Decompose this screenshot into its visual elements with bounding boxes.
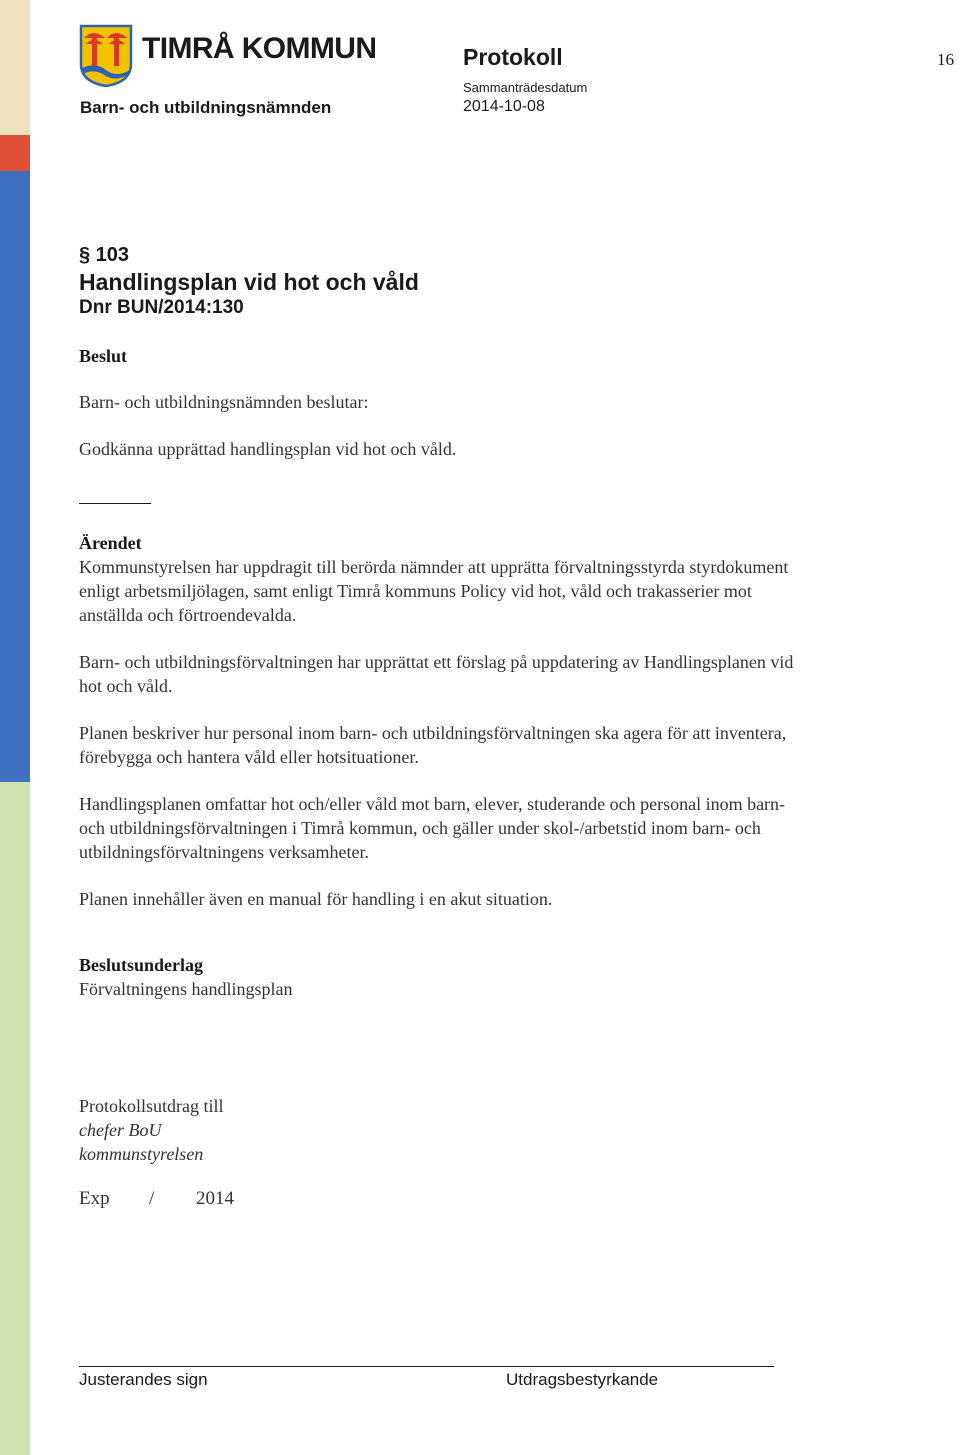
committee-name: Barn- och utbildningsnämnden bbox=[80, 98, 332, 117]
matter-paragraph-5: Planen innehåller även en manual för handling i en akut situation. bbox=[79, 889, 553, 909]
page-number: 16 bbox=[937, 50, 954, 69]
exp-slash: / bbox=[149, 1188, 155, 1209]
tree-shield-icon bbox=[78, 24, 134, 88]
case-number: Dnr BUN/2014:130 bbox=[79, 297, 244, 318]
decision-heading: Beslut bbox=[79, 346, 128, 366]
exp-label: Exp bbox=[79, 1188, 110, 1209]
matter-paragraph-3: Planen beskriver hur personal inom barn- och utbildningsförvaltningen ska agera för att inventera, förebygga och hantera våld eller hotsituationer. bbox=[79, 723, 787, 767]
extract-certification-label: Utdragsbestyrkande bbox=[506, 1370, 659, 1389]
document-type: Protokoll bbox=[463, 44, 563, 70]
recipient: kommunstyrelsen bbox=[79, 1144, 204, 1164]
distribution-label: Protokollsutdrag till bbox=[79, 1096, 224, 1116]
section-title: Handlingsplan vid hot och våld bbox=[79, 269, 419, 295]
decision-intro: Barn- och utbildningsnämnden beslutar: bbox=[79, 392, 369, 412]
matter-paragraph-1: Kommunstyrelsen har uppdragit till berörda nämnder att upprätta förvaltningsstyrda styrdokument enligt arbetsmiljölagen, samt enligt Timrå kommuns Policy vid hot, våld och trakasserier mot anställda och förtroendevalda. bbox=[79, 557, 789, 625]
color-bar-blue bbox=[0, 171, 30, 782]
distribution-block bbox=[79, 1094, 799, 1166]
exp-year: 2014 bbox=[196, 1188, 234, 1209]
matter-paragraph-2: Barn- och utbildningsförvaltningen har upprättat ett förslag på uppdatering av Handlingsplanen vid hot och våld. bbox=[79, 652, 794, 696]
decision-text: Godkänna upprättad handlingsplan vid hot och våld. bbox=[79, 439, 457, 459]
basis-heading: Beslutsunderlag bbox=[79, 955, 204, 975]
basis-text: Förvaltningens handlingsplan bbox=[79, 979, 293, 999]
basis-block bbox=[79, 953, 799, 1001]
color-bar-green bbox=[0, 782, 30, 1455]
recipient: chefer BoU bbox=[79, 1120, 162, 1140]
signature-line bbox=[79, 1366, 774, 1367]
paragraph-number: § 103 bbox=[79, 244, 130, 266]
org-name: TIMRÅ KOMMUN bbox=[142, 32, 377, 65]
divider bbox=[79, 503, 151, 504]
matter-block bbox=[79, 531, 799, 911]
matter-heading: Ärendet bbox=[79, 533, 142, 553]
left-color-bar bbox=[0, 0, 30, 1455]
color-bar-red bbox=[0, 135, 30, 171]
decision-block bbox=[79, 344, 799, 461]
color-bar-top bbox=[0, 0, 30, 135]
meeting-date: 2014-10-08 bbox=[463, 98, 545, 115]
matter-paragraph-4: Handlingsplanen omfattar hot och/eller våld mot barn, elever, studerande och personal inom barn- och utbildningsförvaltningen i Timrå kommun, och gäller under skol-/arbetstid inom barn- och utbildningsförvaltningens verksamheter. bbox=[79, 794, 786, 862]
meeting-date-label: Sammanträdesdatum bbox=[463, 80, 588, 95]
adjuster-signature-label: Justerandes sign bbox=[79, 1370, 208, 1389]
